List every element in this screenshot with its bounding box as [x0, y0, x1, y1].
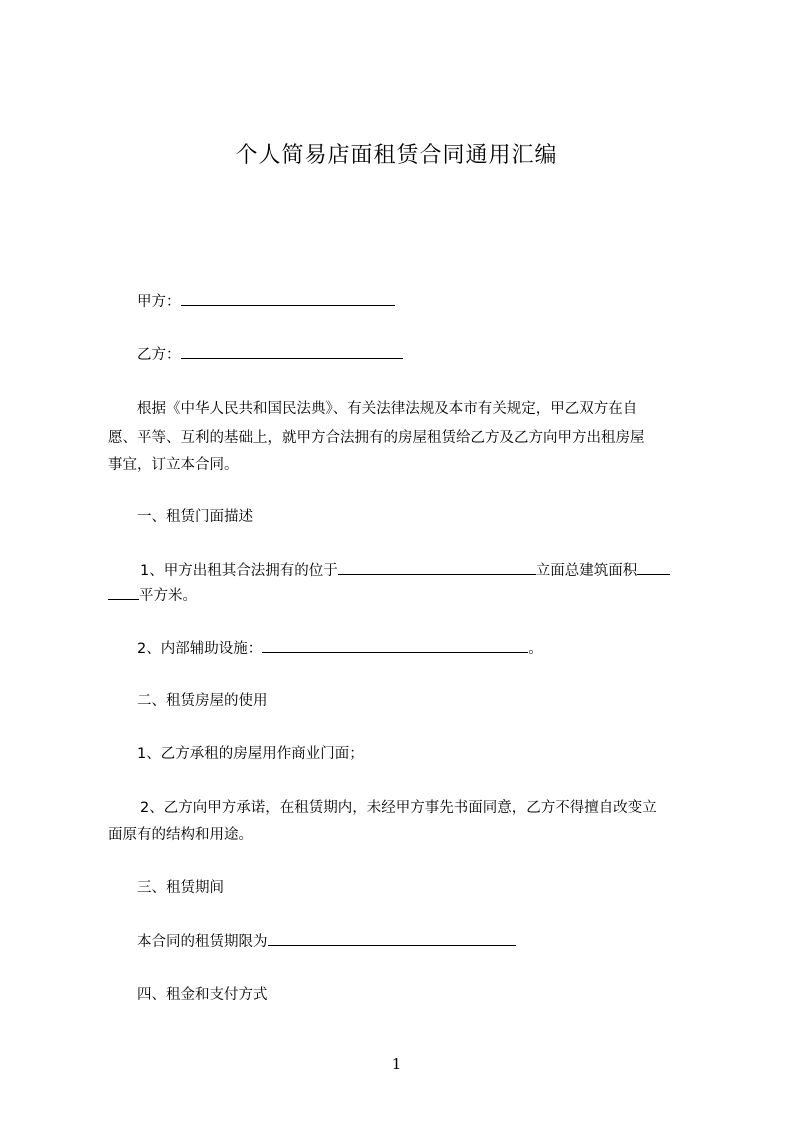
facilities-blank[interactable] — [262, 638, 528, 653]
clause-1-1-middle: 立面总建筑面积 — [535, 563, 638, 579]
party-b-line — [137, 344, 403, 365]
document-title: 个人简易店面租赁合同通用汇编 — [235, 143, 558, 168]
section-heading-1: 一、租赁门面描述 — [137, 509, 253, 525]
party-b-label: 乙方： — [137, 347, 181, 363]
clause-1-2-prefix: 2、内部辅助设施： — [137, 641, 263, 657]
section-heading-3: 三、租赁期间 — [137, 880, 224, 896]
party-a-label: 甲方： — [137, 294, 181, 310]
area-blank-part-2[interactable] — [108, 585, 139, 600]
clause-3-1-line — [137, 931, 516, 952]
party-a-blank[interactable] — [181, 291, 395, 306]
lease-term-blank[interactable] — [268, 931, 516, 946]
clause-1-1-suffix: 平方米。 — [139, 588, 197, 604]
area-blank-part-1[interactable] — [637, 560, 670, 575]
clause-1-1-line-2 — [108, 585, 197, 606]
party-a-line — [137, 291, 395, 312]
clause-2-2-line-1: 2、乙方向甲方承诺，在租赁期内，未经甲方事先书面同意，乙方不得擅自改变立 — [140, 800, 657, 816]
clause-3-1-prefix: 本合同的租赁期限为 — [137, 934, 268, 950]
clause-2-1: 1、乙方承租的房屋用作商业门面； — [137, 746, 364, 762]
location-blank[interactable] — [338, 560, 536, 575]
intro-paragraph-line-3: 事宜，订立本合同。 — [108, 457, 239, 473]
clause-1-1-prefix: 1、甲方出租其合法拥有的位于 — [140, 563, 338, 579]
section-heading-4: 四、租金和支付方式 — [137, 987, 268, 1003]
clause-1-2-suffix: 。 — [528, 641, 543, 657]
clause-2-2-line-2: 面原有的结构和用途。 — [108, 827, 253, 843]
intro-paragraph-line-2: 愿、平等、互利的基础上，就甲方合法拥有的房屋租赁给乙方及乙方向甲方出租房屋 — [108, 430, 645, 446]
page-number: 1 — [391, 1055, 402, 1073]
clause-1-2-line — [137, 638, 543, 659]
section-heading-2: 二、租赁房屋的使用 — [137, 693, 268, 709]
clause-1-1-line-1 — [140, 560, 670, 581]
party-b-blank[interactable] — [181, 344, 403, 359]
intro-paragraph-line-1: 根据《中华人民共和国民法典》、有关法律法规及本市有关规定，甲乙双方在自 — [137, 401, 638, 417]
